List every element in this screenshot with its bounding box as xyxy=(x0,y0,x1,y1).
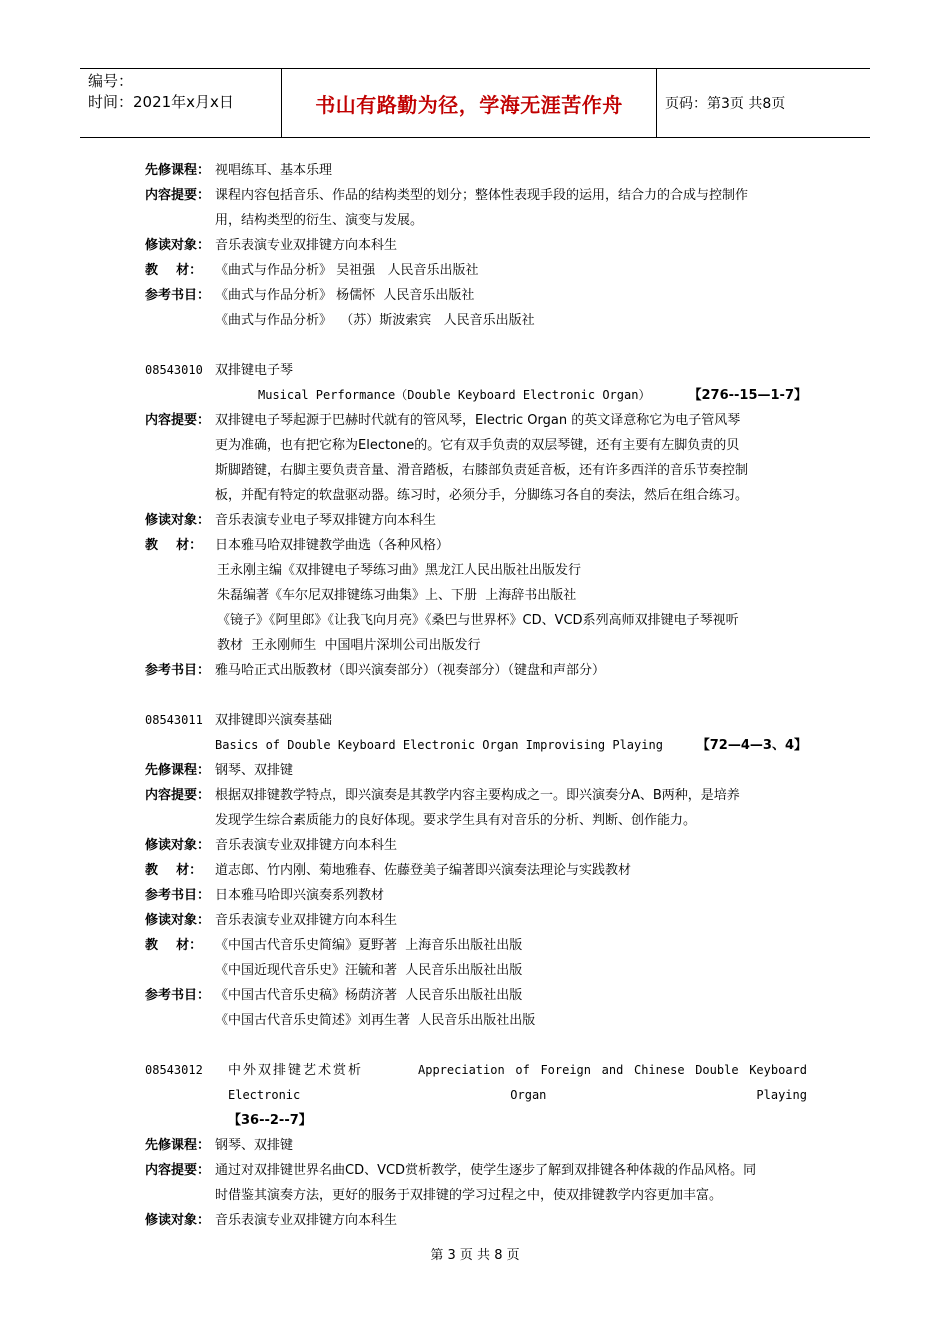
spacer xyxy=(145,333,807,358)
english-word: Double xyxy=(695,1063,739,1077)
summary-row xyxy=(145,783,807,808)
textbook-row xyxy=(145,933,807,958)
summary-line: 双排键电子琴起源于巴赫时代就有的管风琴，Electric Organ 的英文译意称它为电子管风琴 xyxy=(215,413,741,428)
course-title-row xyxy=(145,358,807,383)
audience-row xyxy=(145,833,807,858)
prereq-label: 先修课程： xyxy=(145,163,211,178)
textbook-line: 朱磊编著《车尔尼双排键练习曲集》上、下册 上海辞书出版社 xyxy=(217,588,577,603)
prereq-row xyxy=(145,1133,807,1158)
summary-line: 时借鉴其演奏方法，更好的服务于双排键的学习过程之中，使双排键教学内容更加丰富。 xyxy=(215,1188,723,1203)
summary-label: 内容提要： xyxy=(145,413,211,428)
prereq-value: 钢琴、双排键 xyxy=(215,1138,294,1153)
summary-line: 用，结构类型的衍生、演变与发展。 xyxy=(215,213,424,228)
summary-line: 板，并配有特定的软盘驱动器。练习时，必须分手，分脚练习各自的奏法，然后在组合练习。 xyxy=(215,488,749,503)
course-english-title: Basics of Double Keyboard Electronic Organ Improvising Playing xyxy=(215,738,663,752)
english-word: Chinese xyxy=(633,1063,685,1077)
header-page-info: 页码：第3页 共8页 xyxy=(665,96,786,112)
page-header xyxy=(80,68,870,138)
textbook-row xyxy=(145,858,807,883)
spacer xyxy=(145,683,807,708)
english-word: Electronic xyxy=(228,1088,301,1102)
english-word: Organ xyxy=(510,1088,547,1102)
audience-value: 音乐表演专业双排键方向本科生 xyxy=(215,238,398,253)
prereq-row xyxy=(145,158,807,183)
english-word: and xyxy=(601,1063,624,1077)
audience-row xyxy=(145,908,807,933)
reference-line: 《曲式与作品分析》 （苏）斯波索宾 人民音乐出版社 xyxy=(215,313,535,328)
reference-line: 《中国古代音乐史简述》刘再生著 人民音乐出版社出版 xyxy=(215,1013,536,1028)
textbook-line: 《镜子》《阿里郎》《让我飞向月亮》《桑巴与世界杯》CD、VCD系列高师双排键电子琴视听 xyxy=(217,613,739,628)
audience-value: 音乐表演专业双排键方向本科生 xyxy=(215,913,398,928)
summary-row xyxy=(145,408,807,433)
audience-label: 修读对象： xyxy=(145,913,211,928)
course-credit: 【276--15—1-7】 xyxy=(688,388,807,403)
textbook-label: 教 材： xyxy=(145,263,203,278)
audience-value: 音乐表演专业双排键方向本科生 xyxy=(215,1213,398,1228)
header-motto: 书山有路勤为径，学海无涯苦作舟 xyxy=(282,69,657,137)
summary-line: 课程内容包括音乐、作品的结构类型的划分；整体性表现手段的运用，结合力的合成与控制作 xyxy=(215,188,749,203)
audience-label: 修读对象： xyxy=(145,1213,211,1228)
audience-label: 修读对象： xyxy=(145,238,211,253)
summary-label: 内容提要： xyxy=(145,1163,211,1178)
audience-label: 修读对象： xyxy=(145,838,211,853)
textbook-label: 教 材： xyxy=(145,863,203,878)
english-word: Keyboard xyxy=(749,1063,807,1077)
reference-row xyxy=(145,983,807,1008)
reference-row xyxy=(145,658,807,683)
english-word: of xyxy=(515,1063,530,1077)
textbook-line: 教材 王永刚师生 中国唱片深圳公司出版发行 xyxy=(217,638,481,653)
prereq-label: 先修课程： xyxy=(145,1138,211,1153)
reference-row xyxy=(145,283,807,308)
english-word: Foreign xyxy=(540,1063,592,1077)
course-name: 中外双排键艺术赏析 xyxy=(228,1063,364,1078)
course-english-title: Musical Performance（Double Keyboard Electronic Organ） xyxy=(258,388,651,402)
course-credit: 【72—4—3、4】 xyxy=(696,738,807,753)
course-credit: 【36--2--7】 xyxy=(228,1113,312,1128)
textbook-label: 教 材： xyxy=(145,938,203,953)
reference-label: 参考书目： xyxy=(145,988,211,1003)
textbook-row xyxy=(145,258,807,283)
summary-line: 通过对双排键世界名曲CD、VCD赏析教学，使学生逐步了解到双排键各种体裁的作品风格。同 xyxy=(215,1163,757,1178)
english-word: Appreciation xyxy=(418,1063,505,1077)
course-code: 08543012 xyxy=(145,1063,203,1077)
header-number-label: 编号： xyxy=(88,72,134,90)
textbook-value: 日本雅马哈双排键教学曲选（各种风格） xyxy=(215,538,450,553)
reference-row xyxy=(145,883,807,908)
textbook-line: 王永刚主编《双排键电子琴练习曲》黑龙江人民出版社出版发行 xyxy=(217,563,582,578)
document-body xyxy=(145,158,807,1233)
audience-row xyxy=(145,1208,807,1233)
audience-row xyxy=(145,508,807,533)
textbook-line: 《中国近现代音乐史》汪毓和著 人民音乐出版社出版 xyxy=(215,963,523,978)
course-name: 双排键即兴演奏基础 xyxy=(215,713,333,728)
textbook-value: 《中国古代音乐史简编》夏野著 上海音乐出版社出版 xyxy=(215,938,523,953)
course-title-row xyxy=(145,708,807,733)
prereq-value: 视唱练耳、基本乐理 xyxy=(215,163,333,178)
reference-value: 《曲式与作品分析》 杨儒怀 人民音乐出版社 xyxy=(215,288,475,303)
reference-label: 参考书目： xyxy=(145,663,211,678)
summary-row xyxy=(145,183,807,208)
course-code: 08543010 xyxy=(145,363,203,377)
course-english-title-line2 xyxy=(145,1083,807,1108)
reference-label: 参考书目： xyxy=(145,288,211,303)
course-title-row xyxy=(145,1058,807,1083)
textbook-row xyxy=(145,533,807,558)
course-english-title xyxy=(418,1058,807,1083)
summary-line: 根据双排键教学特点，即兴演奏是其教学内容主要构成之一。即兴演奏分A、B两种，是培养 xyxy=(215,788,740,803)
header-date: 时间：2021年x月x日 xyxy=(88,93,234,111)
summary-label: 内容提要： xyxy=(145,788,211,803)
audience-value: 音乐表演专业双排键方向本科生 xyxy=(215,838,398,853)
course-english-row xyxy=(145,733,807,758)
summary-row xyxy=(145,1158,807,1183)
textbook-value: 道志郎、竹内刚、菊地雅春、佐藤登美子编著即兴演奏法理论与实践教材 xyxy=(215,863,632,878)
header-meta-cell xyxy=(80,69,282,137)
prereq-row xyxy=(145,758,807,783)
reference-value: 《中国古代音乐史稿》杨荫济著 人民音乐出版社出版 xyxy=(215,988,523,1003)
prereq-value: 钢琴、双排键 xyxy=(215,763,294,778)
audience-label: 修读对象： xyxy=(145,513,211,528)
spacer xyxy=(145,1033,807,1058)
english-word: Playing xyxy=(756,1088,807,1102)
audience-value: 音乐表演专业电子琴双排键方向本科生 xyxy=(215,513,437,528)
summary-line: 斯脚踏键，右脚主要负责音量、滑音踏板，右膝部负责延音板，还有许多西洋的音乐节奏控制 xyxy=(215,463,749,478)
course-code: 08543011 xyxy=(145,713,203,727)
summary-label: 内容提要： xyxy=(145,188,211,203)
audience-row xyxy=(145,233,807,258)
course-english-row xyxy=(145,383,807,408)
reference-label: 参考书目： xyxy=(145,888,211,903)
reference-value: 雅马哈正式出版教材（即兴演奏部分）（视奏部分）（键盘和声部分） xyxy=(215,663,606,678)
summary-line: 发现学生综合素质能力的良好体现。要求学生具有对音乐的分析、判断、创作能力。 xyxy=(215,813,697,828)
textbook-value: 《曲式与作品分析》 吴祖强 人民音乐出版社 xyxy=(215,263,479,278)
prereq-label: 先修课程： xyxy=(145,763,211,778)
reference-value: 日本雅马哈即兴演奏系列教材 xyxy=(215,888,385,903)
page-footer: 第 3 页 共 8 页 xyxy=(430,1248,520,1263)
textbook-label: 教 材： xyxy=(145,538,203,553)
summary-line: 更为准确，也有把它称为Electone的。它有双手负责的双层琴键，还有主要有左脚负责的贝 xyxy=(215,438,740,453)
course-name: 双排键电子琴 xyxy=(215,363,294,378)
